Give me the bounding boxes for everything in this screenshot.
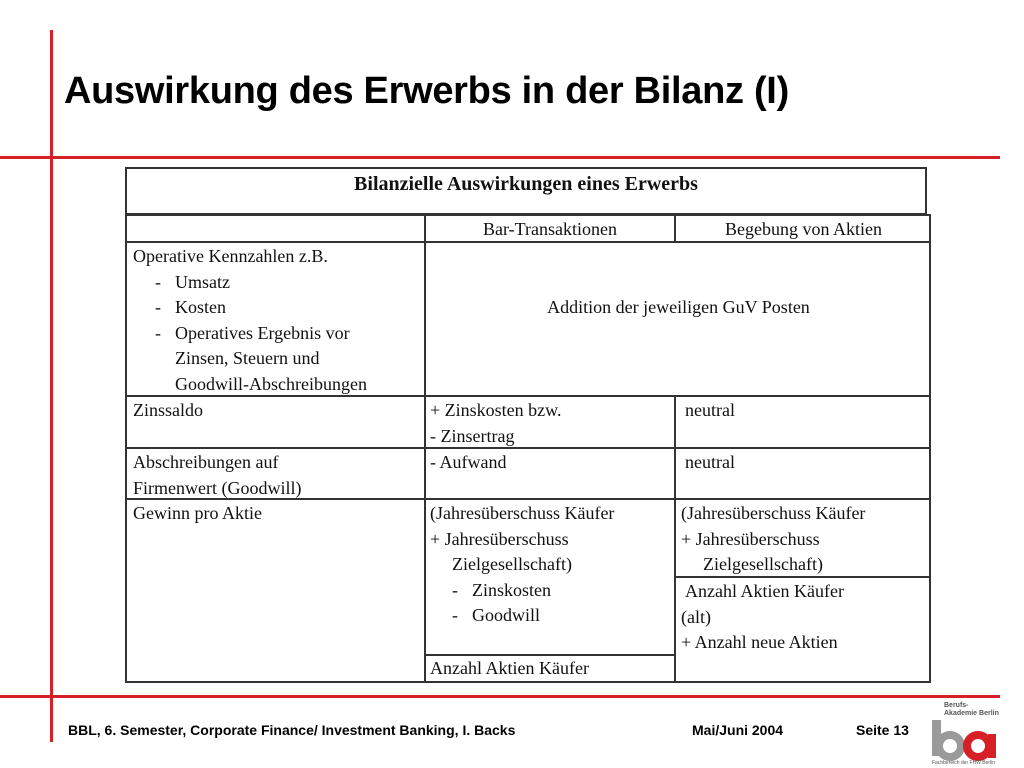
table-heading: Bilanzielle Auswirkungen eines Erwerbs (354, 173, 698, 195)
row4-aktien-line-2: + Jahresüberschuss (681, 528, 820, 549)
list-item: - Operatives Ergebnis vor (155, 322, 350, 343)
row3-label-line-2: Firmenwert (Goodwill) (133, 477, 302, 498)
row1-continuation-2: Goodwill-Abschreibungen (175, 373, 367, 394)
row2-bar-line-2: - Zinsertrag (430, 425, 515, 446)
row4-aktien-line-1: (Jahresüberschuss Käufer (681, 503, 866, 523)
slide-title: Auswirkung des Erwerbs in der Bilanz (I) (64, 70, 789, 112)
footer-course-info: BBL, 6. Semester, Corporate Finance/ Investment Banking, I. Backs (68, 722, 516, 738)
row4-aktien-den-line-1: Anzahl Aktien Käufer (685, 581, 844, 601)
row1-item-list (133, 270, 367, 347)
body-col-divider (674, 395, 676, 683)
row4-aktien-denominator (681, 579, 844, 656)
left-red-rule (50, 30, 53, 742)
row4-bar-line-1: (Jahresüberschuss Käufer (430, 503, 615, 523)
row2-bar-block (430, 398, 561, 449)
list-item: - Kosten (155, 297, 226, 317)
row1-label: Operative Kennzahlen z.B. (133, 246, 328, 266)
list-item: - Zinskosten (452, 579, 551, 600)
footer-page-number: Seite 13 (856, 722, 909, 738)
row4-bar-line-3: Zielgesellschaft) (452, 554, 572, 574)
row2-bar-line-1: + Zinskosten bzw. (430, 400, 562, 420)
footer-date: Mai/Juni 2004 (692, 722, 784, 738)
logo-tagline: Fachbereich der FHW Berlin (932, 760, 996, 766)
row2-aktien-value: neutral (685, 400, 735, 420)
header-row-divider (125, 241, 931, 243)
footer-red-rule (0, 695, 1000, 698)
list-item: - Umsatz (155, 271, 230, 292)
list-item: - Goodwill (452, 605, 541, 625)
column-header-aktien: Begebung von Aktien (725, 219, 882, 239)
row4-bar-line-2: + Jahresüberschuss (430, 528, 569, 549)
column-header-bar: Bar-Transaktionen (483, 219, 617, 239)
row4-aktien-den-line-2: (alt) (681, 606, 711, 627)
title-red-rule (0, 156, 1000, 159)
row2-label: Zinssaldo (133, 400, 203, 420)
row1-continuation-1: Zinsen, Steuern und (175, 348, 320, 368)
label-col-divider (424, 214, 426, 683)
row1-merged-value: Addition der jeweiligen GuV Posten (547, 297, 810, 317)
row4-bar-denominator: Anzahl Aktien Käufer (430, 658, 589, 678)
row4-bar-numerator (430, 501, 614, 629)
logo-text-line2: Akademie Berlin (944, 710, 999, 717)
ba-berlin-logo (930, 702, 1002, 766)
row4-aktien-numerator (681, 501, 865, 578)
row3-label-block (133, 450, 301, 501)
row4-label: Gewinn pro Aktie (133, 503, 262, 523)
row3-label-line-1: Abschreibungen auf (133, 452, 279, 472)
row4-aktien-line-3: Zielgesellschaft) (703, 554, 823, 574)
row3-bar-value: - Aufwand (430, 452, 507, 472)
ba-logo-mark-icon (930, 716, 1002, 762)
logo-text-line1: Berufs- (944, 702, 969, 709)
row4-bar-sub-list (430, 578, 614, 629)
row3-aktien-value: neutral (685, 452, 735, 472)
balance-table (125, 167, 931, 683)
row4-aktien-den-line-3: + Anzahl neue Aktien (681, 632, 838, 652)
row1-label-block (133, 244, 367, 397)
